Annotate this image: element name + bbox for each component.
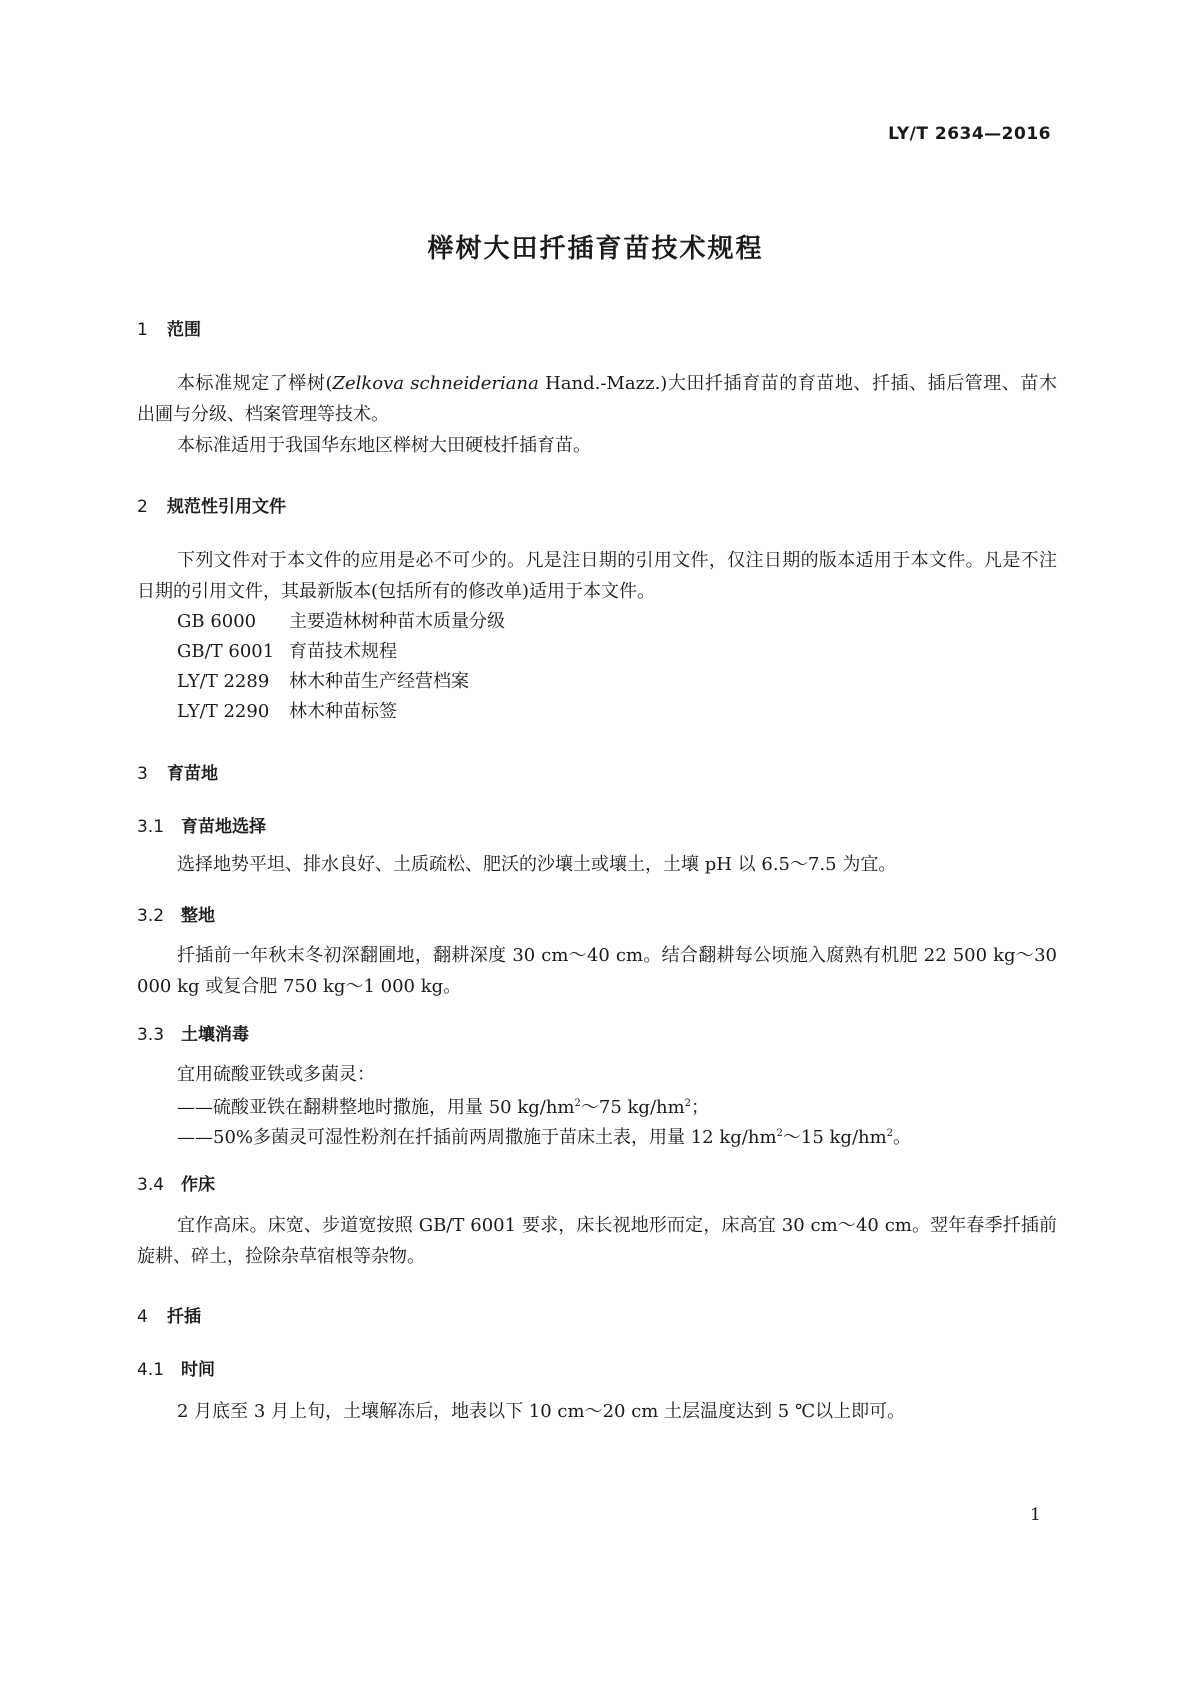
reference-code: LY/T 2290 — [177, 701, 270, 722]
references-paragraph: 下列文件对于本文件的应用是必不可少的。凡是注日期的引用文件，仅注日期的版本适用于本文件。凡是不注日期的引用文件，其最新版本(包括所有的修改单)适用于本文件。 — [137, 550, 1057, 602]
text: ——50%多菌灵可湿性粉剂在扦插前两周撒施于苗床土表，用量 12 kg/hm — [177, 1127, 777, 1148]
superscript: 2 — [684, 1098, 692, 1109]
section-heading-2 — [137, 492, 286, 517]
superscript: 2 — [886, 1128, 894, 1139]
scope-paragraph-1 — [137, 368, 1057, 430]
soil-disinfection-intro: 宜用硫酸亚铁或多菌灵： — [177, 1064, 375, 1085]
section-title: 规范性引用文件 — [167, 497, 286, 517]
reference-name: 林木种苗生产经营档案 — [289, 671, 469, 692]
section-number: 1 — [137, 320, 148, 340]
reference-code: GB/T 6001 — [177, 641, 275, 662]
reference-code: GB 6000 — [177, 611, 257, 632]
section-title: 扦插 — [167, 1307, 201, 1327]
reference-item — [177, 667, 469, 693]
page-title: 榉树大田扦插育苗技术规程 — [427, 234, 764, 264]
section-heading-4 — [137, 1302, 201, 1327]
section-number: 4.1 — [137, 1360, 165, 1380]
section-number: 3.1 — [137, 817, 165, 837]
text: ～15 kg/hm — [782, 1127, 887, 1148]
scope-paragraph-2: 本标准适用于我国华东地区榉树大田硬枝扦插育苗。 — [177, 435, 591, 456]
subsection-heading-4-1 — [137, 1355, 215, 1380]
standard-code: LY/T 2634—2016 — [888, 124, 1051, 144]
text: 本标准规定了榉树( — [177, 373, 333, 394]
text: ～75 kg/hm — [580, 1097, 685, 1118]
section-number: 3 — [137, 764, 148, 784]
subsection-heading-3-4 — [137, 1170, 215, 1195]
bed-making-paragraph: 宜作高床。床宽、步道宽按照 GB/T 6001 要求，床长视地形而定，床高宜 30 cm～40 cm。翌年春季扦插前旋耕、碎土，捡除杂草宿根等杂物。 — [137, 1215, 1057, 1267]
section-heading-1 — [137, 315, 201, 340]
section-title: 整地 — [181, 906, 215, 926]
reference-name: 林木种苗标签 — [289, 701, 397, 722]
text: 。 — [893, 1127, 912, 1148]
section-number: 2 — [137, 497, 148, 517]
text: ——硫酸亚铁在翻耕整地时撒施，用量 50 kg/hm — [177, 1097, 575, 1118]
nursery-selection-paragraph: 选择地势平坦、排水良好、土质疏松、肥沃的沙壤土或壤土，土壤 pH 以 6.5～7.5 为宜。 — [177, 854, 897, 875]
section-number: 3.3 — [137, 1025, 165, 1045]
text: ； — [691, 1097, 710, 1118]
reference-name: 主要造林树种苗木质量分级 — [289, 611, 505, 632]
section-title: 范围 — [167, 320, 201, 340]
reference-name: 育苗技术规程 — [289, 641, 397, 662]
soil-disinfection-item-2 — [177, 1123, 911, 1149]
reference-item — [177, 607, 505, 633]
land-preparation-paragraph: 扦插前一年秋末冬初深翻圃地，翻耕深度 30 cm～40 cm。结合翻耕每公顷施入腐熟有机肥 22 500 kg～30 000 kg 或复合肥 750 kg～1 000 kg。 — [137, 945, 1057, 997]
section-title: 育苗地选择 — [181, 817, 266, 837]
subsection-heading-3-1 — [137, 812, 266, 837]
subsection-heading-3-3 — [137, 1020, 249, 1045]
section-title: 时间 — [181, 1360, 215, 1380]
section-title: 土壤消毒 — [181, 1025, 249, 1045]
reference-code: LY/T 2289 — [177, 671, 270, 692]
page-number: 1 — [1030, 1505, 1041, 1525]
subsection-heading-3-2 — [137, 901, 215, 926]
section-number: 3.4 — [137, 1175, 165, 1195]
text: Hand.-Mazz.)大田扦插育苗的育苗地、扦插、插后管理、苗木出圃与分级、档案管理等技术。 — [137, 373, 1057, 425]
species-name: Zelkova schneideriana — [332, 373, 539, 394]
soil-disinfection-item-1 — [177, 1093, 709, 1119]
reference-item — [177, 697, 397, 723]
reference-item — [177, 637, 397, 663]
section-title: 作床 — [181, 1175, 215, 1195]
cutting-time-paragraph: 2 月底至 3 月上旬，土壤解冻后，地表以下 10 cm～20 cm 土层温度达到 5 ℃以上即可。 — [177, 1401, 906, 1422]
section-heading-3 — [137, 759, 218, 784]
section-title: 育苗地 — [167, 764, 218, 784]
superscript: 2 — [574, 1098, 581, 1109]
superscript: 2 — [776, 1128, 783, 1139]
section-number: 3.2 — [137, 906, 165, 926]
section-number: 4 — [137, 1307, 148, 1327]
